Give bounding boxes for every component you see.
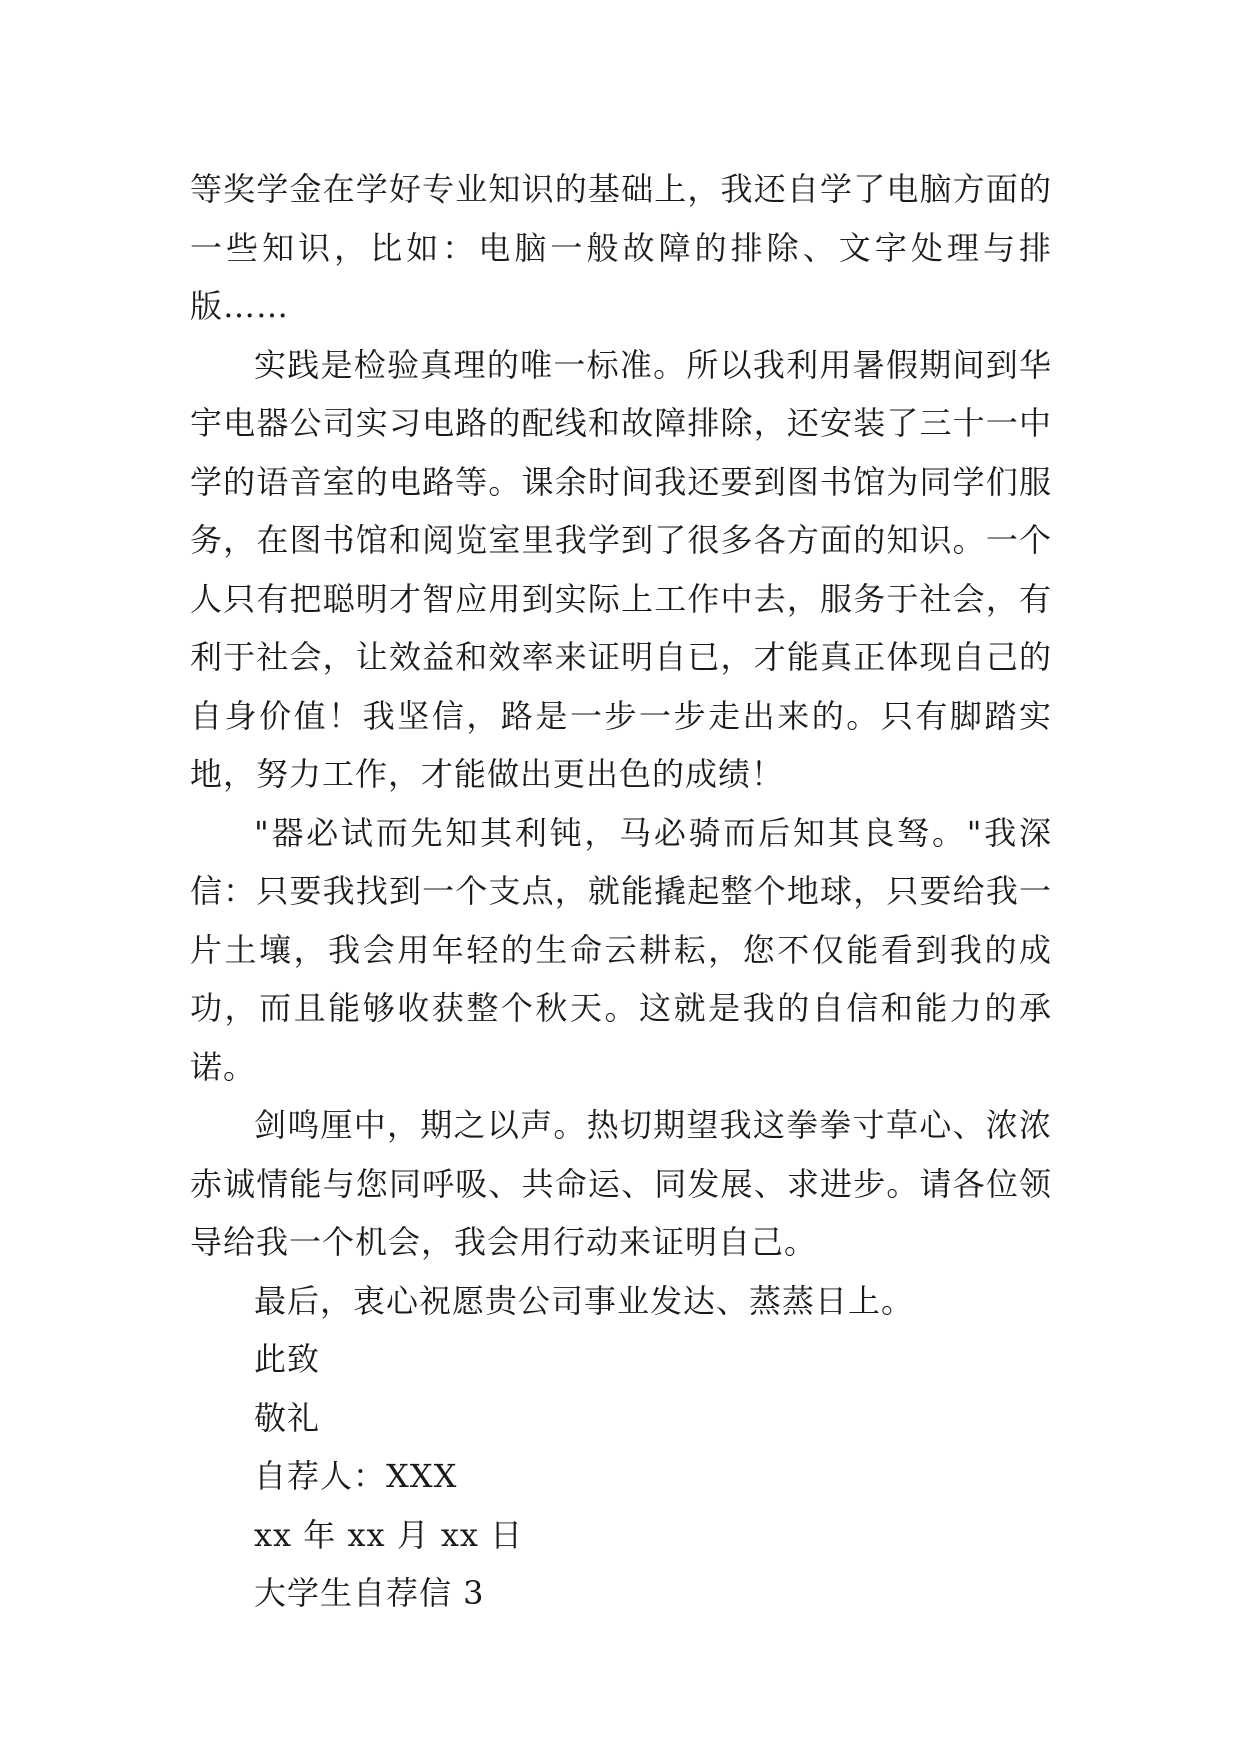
paragraph-practice: 实践是检验真理的唯一标准。所以我利用暑假期间到华宇电器公司实习电路的配线和故障排除，还安装了三十一中学的语音室的电路等。课余时间我还要到图书馆为同学们服务，在图书馆和阅览室里我学到了很多各方面的知识。一个人只有把聪明才智应用到实际上工作中去，服务于社会，有利于社会，让效益和效率来证明自已，才能真正体现自己的自身价值！我坚信，路是一步一步走出来的。只有脚踏实地，努力工作，才能做出更出色的成绩！ <box>190 345 1052 793</box>
salutation-jingli: 敬礼 <box>254 1398 321 1437</box>
paragraph-hope: 剑鸣厘中，期之以声。热切期望我这拳拳寸草心、浓浓赤诚情能与您同呼吸、共命运、同发展、求进步。请各位领导给我一个机会，我会用行动来证明自己。 <box>190 1106 1052 1261</box>
paragraph-belief: "器必试而先知其利钝，马必骑而后知其良驽。"我深信：只要我找到一个支点，就能撬起整个地球，只要给我一片土壤，我会用年轻的生命云耕耘，您不仅能看到我的成功，而且能够收获整个秋天。这就是我的自信和能力的承诺。 <box>190 813 1052 1086</box>
paragraph-skills: 等奖学金在学好专业知识的基础上，我还自学了电脑方面的一些知识，比如：电脑一般故障的排除、文字处理与排版…… <box>190 170 1052 325</box>
paragraph-wishes: 最后，衷心祝愿贵公司事业发达、蒸蒸日上。 <box>254 1281 915 1320</box>
salutation-cizhi: 此致 <box>254 1340 321 1378</box>
letter-body <box>190 160 1052 1623</box>
next-letter-heading: 大学生自荐信 3 <box>254 1574 485 1612</box>
date-line: xx 年 xx 月 xx 日 <box>254 1515 524 1554</box>
signature-line: 自荐人：XXX <box>254 1457 458 1495</box>
